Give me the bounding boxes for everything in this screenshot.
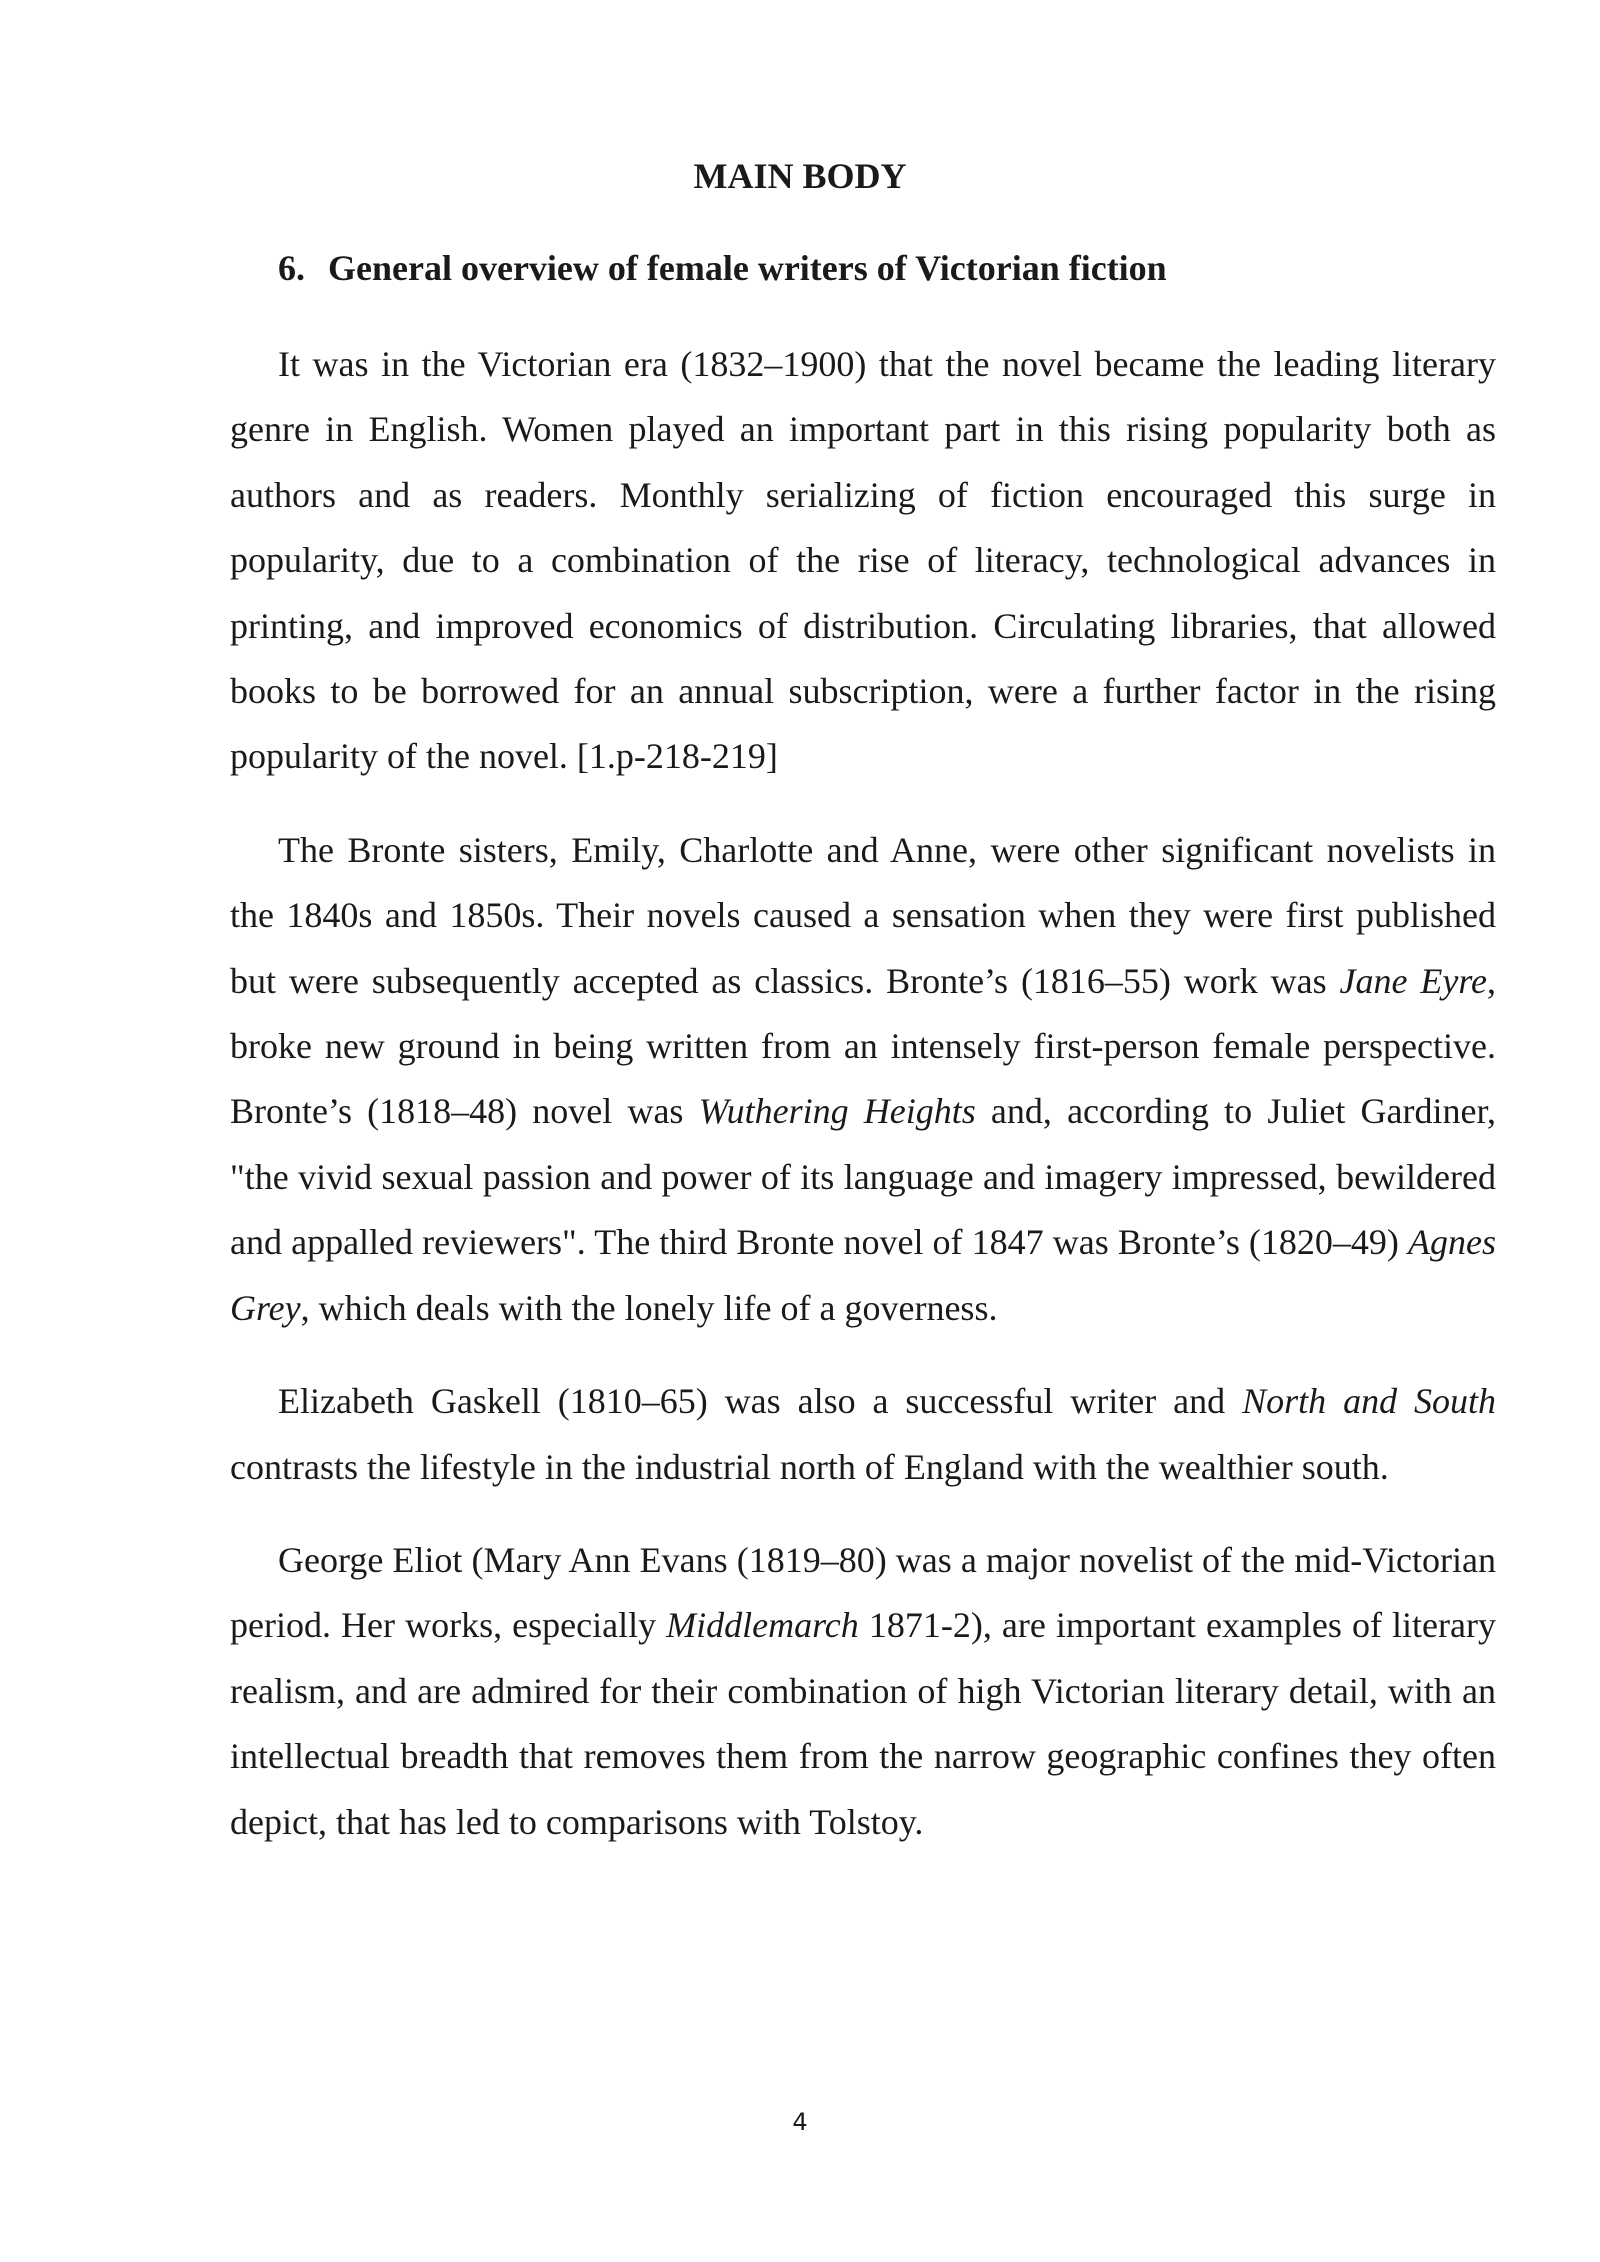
book-title-agnes-grey: Agnes Grey [230, 1222, 1496, 1328]
section-number: 6. [278, 248, 305, 288]
paragraph-george-eliot [230, 1528, 1496, 1855]
paragraph-victorian-era: It was in the Victorian era (1832–1900) that the novel became the leading literary genre in English. Women played an important part in this rising popularity both as authors and as readers. Monthly serializing of fiction encouraged this surge in popularity, due to a combination of the rise of literacy, technological advances in printing, and improved economics of distribution. Circulating libraries, that allowed books to be borrowed for an annual subscription, were a further factor in the rising popularity of the novel. [1.p-218-219] [230, 344, 1496, 777]
page-number: 4 [792, 2108, 808, 2136]
paragraph-bronte-sisters [230, 818, 1496, 1341]
book-title-jane-eyre: Jane Eyre [1339, 960, 1488, 1001]
paragraph-text-segment: contrasts the lifestyle in the industrial north of England with the wealthier south. [230, 1446, 1389, 1487]
paragraph-text-segment: , which deals with the lonely life of a governess. [300, 1287, 998, 1328]
section-title: General overview of female writers of Victorian fiction [328, 248, 1167, 288]
book-title-middlemarch: Middlemarch [666, 1605, 859, 1646]
paragraph-text-segment: 1871-2), are important examples of literary realism, and are admired for their combination of high Victorian literary detail, with an intellectual breadth that removes them from the narrow geographic confines they often depict, that has led to comparisons with Tolstoy. [230, 1605, 1496, 1842]
paragraph-gaskell [230, 1369, 1496, 1500]
book-title-wuthering-heights: Wuthering Heights [698, 1091, 976, 1132]
paragraph-text-segment: The Bronte sisters, Emily, Charlotte and Anne, were other significant novelists in the 1840s and 1850s. Their novels caused a sensation when they were first published but were subsequently accepted as classics. Bronte’s (1816–55) work was [230, 829, 1496, 1001]
book-title-north-and-south: North and South [1242, 1381, 1496, 1422]
paragraph-text-segment: Elizabeth Gaskell (1810–65) was also a successful writer and [278, 1381, 1243, 1422]
section-heading [278, 244, 1498, 292]
body-text [230, 332, 1496, 1883]
main-heading: MAIN BODY [693, 156, 907, 196]
paragraph-text-segment: George Eliot (Mary Ann Evans (1819–80) was a major novelist of the mid-Victorian period. Her works, especially [230, 1539, 1496, 1646]
paragraph-text-segment: , broke new ground in being written from an intensely first-person female perspective. Bronte’s (1818–48) novel was [230, 960, 1497, 1132]
paragraph-text-segment: and, according to Juliet Gardiner, "the vivid sexual passion and power of its language and imagery impressed, bewildered and appalled reviewers". The third Bronte novel of 1847 was Bronte’s (1820–49) [230, 1091, 1496, 1263]
